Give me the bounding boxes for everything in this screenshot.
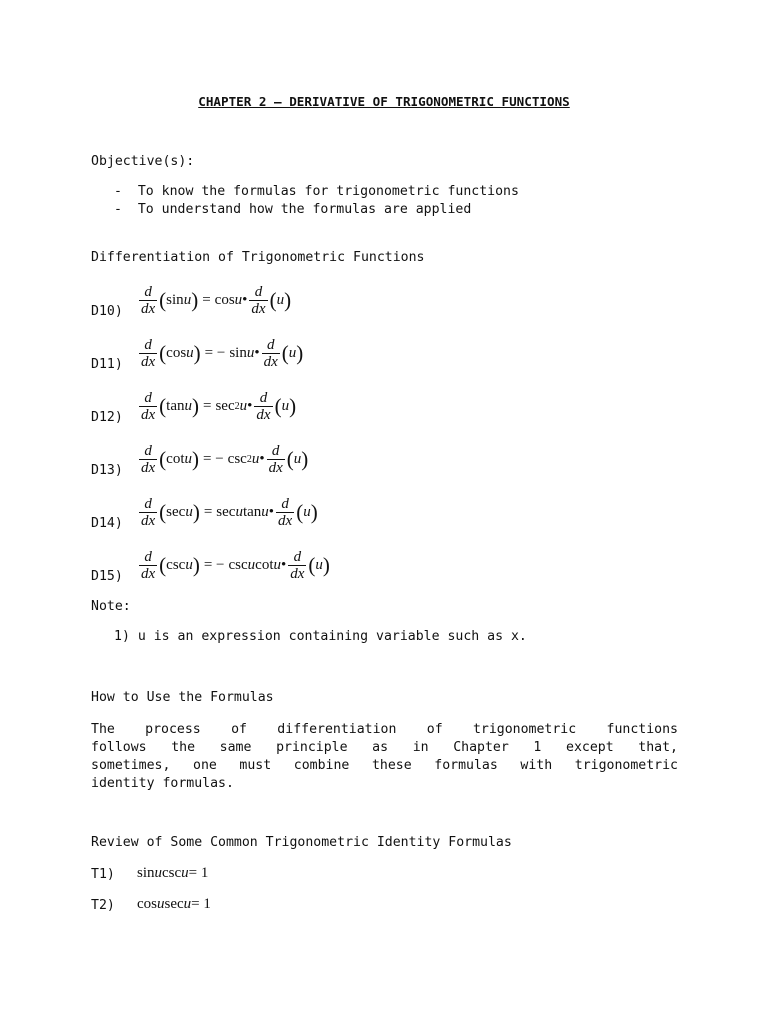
- multiply-bullet: •: [247, 398, 253, 414]
- derivative-formula: [137, 549, 330, 582]
- derivative-formula: [137, 496, 318, 529]
- close-paren: ): [191, 288, 199, 312]
- function-name: sec: [164, 896, 184, 912]
- derivative-operator: [139, 549, 157, 582]
- multiply-bullet: •: [280, 557, 287, 573]
- numerator: d: [259, 390, 268, 406]
- objective-item: - To understand how the formulas are applied: [114, 202, 472, 217]
- numerator: d: [293, 549, 302, 565]
- open-paren: (: [296, 500, 304, 524]
- open-paren: (: [281, 341, 289, 365]
- open-paren: (: [159, 288, 167, 312]
- note-heading: Note:: [91, 599, 131, 614]
- numerator: d: [144, 496, 152, 512]
- how-to-use-paragraph: [91, 721, 678, 793]
- equals-sign: =: [203, 504, 213, 520]
- close-paren: ): [301, 447, 309, 471]
- review-heading: Review of Some Common Trigonometric Identity Formulas: [91, 835, 512, 850]
- formula-label: D11): [91, 357, 123, 372]
- derivative-operator: [254, 390, 272, 423]
- equals-sign: = −: [203, 451, 224, 467]
- identity-formula: [137, 865, 208, 882]
- derivative-operator: [139, 337, 157, 370]
- open-paren: (: [159, 447, 167, 471]
- rhs-function: sec: [215, 398, 235, 414]
- denominator: dx: [278, 513, 293, 529]
- close-paren: ): [192, 500, 200, 524]
- variable: u: [183, 896, 192, 912]
- open-paren: (: [274, 394, 282, 418]
- variable: u: [303, 504, 311, 520]
- variable: u: [154, 865, 163, 881]
- numerator: d: [271, 443, 280, 459]
- note-item: 1) u is an expression containing variable such as x.: [114, 629, 527, 644]
- denominator: dx: [141, 301, 156, 317]
- numerator: d: [144, 337, 152, 353]
- function-name: cot: [166, 451, 185, 467]
- close-paren: ): [284, 288, 292, 312]
- numerator: d: [144, 284, 152, 300]
- variable: u: [184, 451, 192, 467]
- variable: u: [181, 865, 189, 881]
- open-paren: (: [286, 447, 294, 471]
- objectives-heading: Objective(s):: [91, 154, 195, 169]
- denominator: dx: [141, 513, 156, 529]
- equals-one: = 1: [191, 896, 211, 912]
- function-name: sin: [137, 865, 155, 881]
- rhs-function: tan: [242, 504, 262, 520]
- variable: u: [281, 398, 290, 414]
- variable: u: [183, 292, 192, 308]
- rhs-function: sec: [216, 504, 236, 520]
- function-name: sin: [166, 292, 184, 308]
- variable: u: [293, 451, 302, 467]
- variable: u: [246, 345, 255, 361]
- paragraph-line: sometimes, one must combine these formulas with trigonometric: [91, 758, 678, 773]
- open-paren: (: [269, 288, 277, 312]
- variable: u: [157, 896, 165, 912]
- function-name: cos: [137, 896, 157, 912]
- paragraph-line: identity formulas.: [91, 776, 234, 791]
- multiply-bullet: •: [268, 504, 275, 520]
- variable: u: [315, 557, 323, 573]
- variable: u: [276, 292, 285, 308]
- open-paren: (: [159, 341, 167, 365]
- denominator: dx: [251, 301, 266, 317]
- formula-label: D14): [91, 516, 123, 531]
- chapter-title: CHAPTER 2 – DERIVATIVE OF TRIGONOMETRIC FUNCTIONS: [198, 94, 570, 109]
- variable: u: [247, 557, 256, 573]
- identity-formula: [137, 896, 211, 913]
- variable: u: [273, 557, 281, 573]
- derivative-operator: [139, 443, 157, 476]
- derivative-formula: [137, 390, 296, 423]
- numerator: d: [254, 284, 263, 300]
- denominator: dx: [263, 354, 278, 370]
- open-paren: (: [308, 553, 316, 577]
- denominator: dx: [141, 407, 156, 423]
- variable: u: [184, 398, 192, 414]
- variable: u: [239, 398, 248, 414]
- formula-label: D12): [91, 410, 123, 425]
- multiply-bullet: •: [254, 345, 260, 361]
- function-name: sec: [166, 504, 186, 520]
- variable: u: [235, 504, 243, 520]
- close-paren: ): [193, 341, 201, 365]
- close-paren: ): [296, 341, 304, 365]
- numerator: d: [144, 390, 152, 406]
- equals-sign: = −: [204, 345, 226, 361]
- close-paren: ): [192, 553, 200, 577]
- derivative-operator: [276, 496, 294, 529]
- denominator: dx: [141, 566, 156, 582]
- derivative-formula: [137, 284, 291, 317]
- denominator: dx: [290, 566, 305, 582]
- numerator: d: [266, 337, 275, 353]
- identity-label: T2): [91, 898, 115, 913]
- close-paren: ): [310, 500, 318, 524]
- variable: u: [261, 504, 269, 520]
- close-paren: ): [192, 447, 199, 471]
- open-paren: (: [159, 500, 167, 524]
- rhs-function: csc: [227, 451, 247, 467]
- formula-label: D13): [91, 463, 123, 478]
- variable: u: [185, 557, 193, 573]
- derivative-operator: [139, 390, 157, 423]
- numerator: d: [144, 443, 152, 459]
- paragraph-line: follows the same principle as in Chapter 1 except that,: [91, 740, 678, 755]
- derivative-operator: [139, 496, 157, 529]
- exponent: 2: [246, 454, 252, 465]
- how-to-use-heading: How to Use the Formulas: [91, 690, 274, 705]
- numerator: d: [144, 549, 152, 565]
- equals-one: = 1: [188, 865, 209, 881]
- rhs-function: cot: [255, 557, 274, 573]
- function-name: csc: [166, 557, 186, 573]
- equals-sign: =: [202, 292, 211, 308]
- formula-label: D10): [91, 304, 123, 319]
- function-name: cos: [166, 345, 187, 361]
- objective-item: - To know the formulas for trigonometric functions: [114, 184, 519, 199]
- multiply-bullet: •: [259, 451, 265, 467]
- variable: u: [186, 345, 194, 361]
- derivative-operator: [139, 284, 157, 317]
- denominator: dx: [268, 460, 283, 476]
- rhs-function: sin: [229, 345, 247, 361]
- function-name: csc: [162, 865, 182, 881]
- exponent: 2: [234, 401, 240, 412]
- rhs-function: csc: [228, 557, 248, 573]
- close-paren: ): [322, 553, 330, 577]
- variable: u: [251, 451, 260, 467]
- differentiation-heading: Differentiation of Trigonometric Functions: [91, 250, 425, 265]
- equals-sign: = −: [203, 557, 225, 573]
- identity-label: T1): [91, 867, 115, 882]
- paragraph-line: The process of differentiation of trigonometric functions: [91, 722, 678, 737]
- open-paren: (: [159, 394, 167, 418]
- derivative-formula: [137, 443, 308, 476]
- function-name: tan: [166, 398, 185, 414]
- close-paren: ): [192, 394, 199, 418]
- variable: u: [185, 504, 193, 520]
- variable: u: [288, 345, 297, 361]
- numerator: d: [281, 496, 289, 512]
- multiply-bullet: •: [242, 292, 248, 308]
- formula-label: D15): [91, 569, 123, 584]
- denominator: dx: [141, 354, 156, 370]
- equals-sign: =: [203, 398, 212, 414]
- denominator: dx: [141, 460, 156, 476]
- open-paren: (: [159, 553, 167, 577]
- rhs-function: cos: [214, 292, 235, 308]
- derivative-operator: [262, 337, 280, 370]
- variable: u: [234, 292, 243, 308]
- denominator: dx: [256, 407, 271, 423]
- derivative-operator: [267, 443, 285, 476]
- derivative-operator: [249, 284, 267, 317]
- close-paren: ): [289, 394, 297, 418]
- derivative-formula: [137, 337, 303, 370]
- derivative-operator: [288, 549, 306, 582]
